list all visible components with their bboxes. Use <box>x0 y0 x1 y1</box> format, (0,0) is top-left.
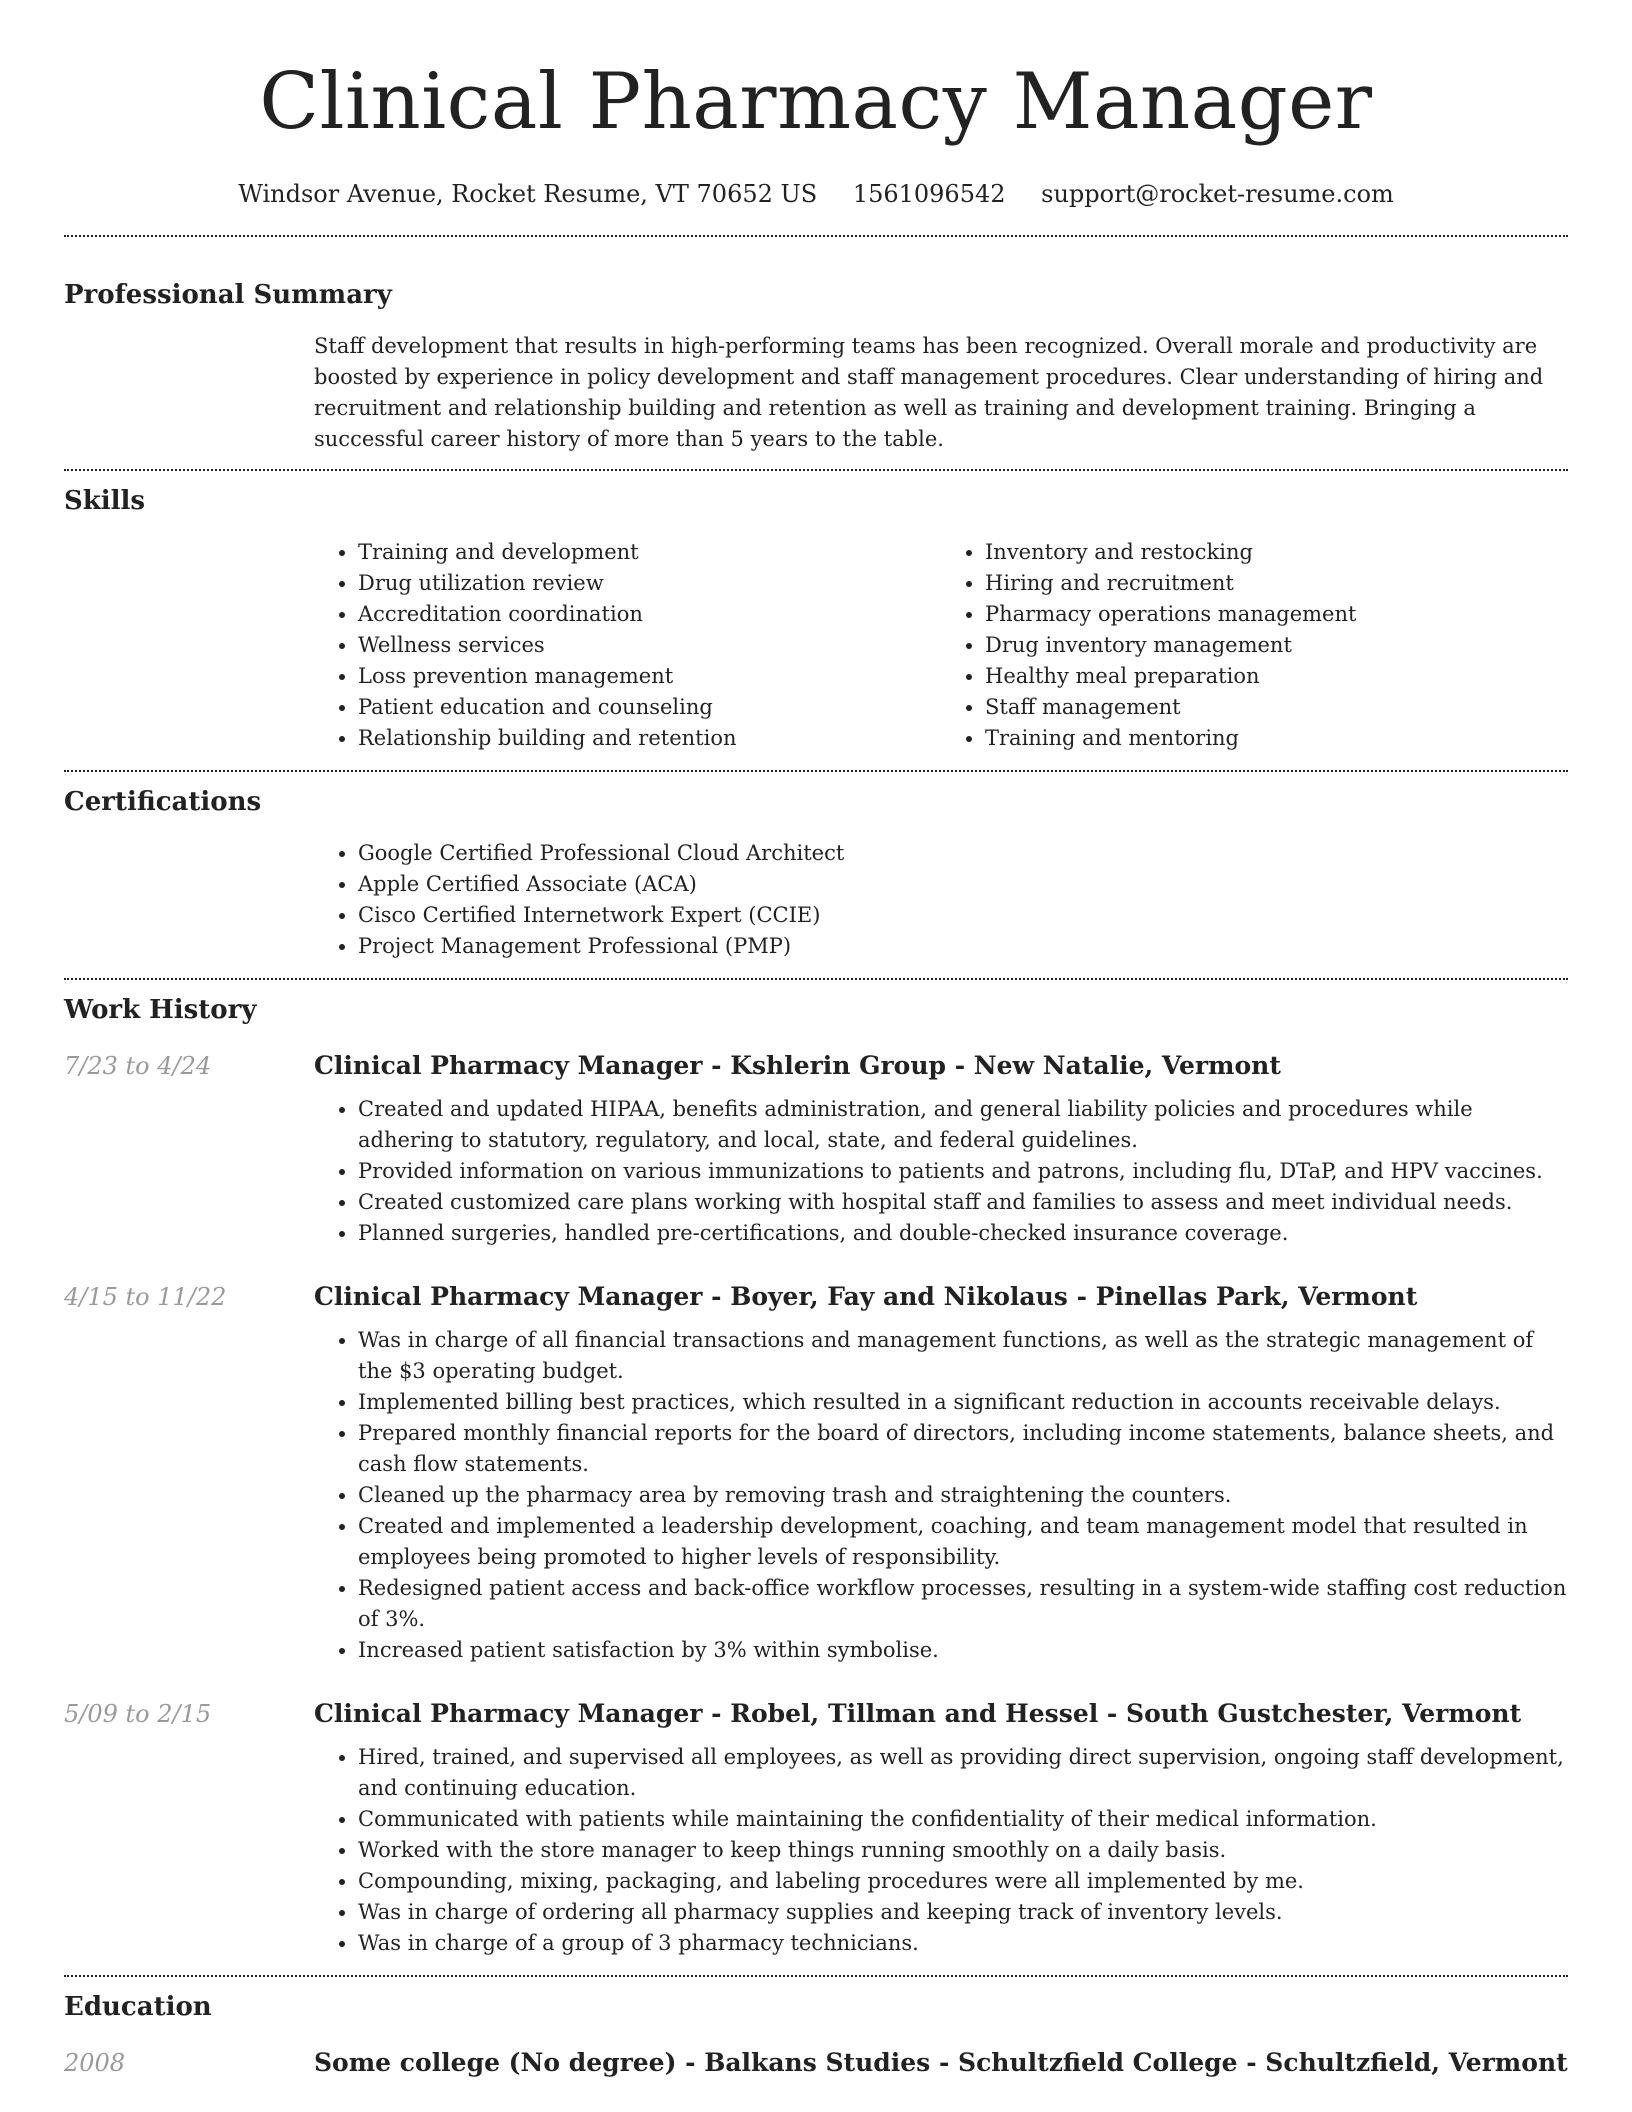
job-date: 5/09 to 2/15 <box>64 1700 212 1728</box>
skills-section <box>64 483 1568 754</box>
resume-page <box>64 0 1568 2091</box>
divider <box>64 978 1568 980</box>
contact-email[interactable]: support@rocket-resume.com <box>1041 180 1394 208</box>
skill-item: • Patient education and counseling <box>358 692 941 723</box>
job-bullets <box>314 1094 1568 1249</box>
job-bullet: • Planned surgeries, handled pre-certifications, and double-checked insurance coverage. <box>358 1218 1568 1249</box>
section-title-work-history: Work History <box>64 995 257 1025</box>
candidate-name: Clinical Pharmacy Manager <box>259 57 1373 147</box>
job-date: 4/15 to 11/22 <box>64 1283 227 1311</box>
skill-item: • Relationship building and retention <box>358 723 941 754</box>
skill-item: • Loss prevention management <box>358 661 941 692</box>
job-bullet: • Redesigned patient access and back-office workflow processes, resulting in a system-wide staffing cost reduction of 3%. <box>358 1573 1568 1635</box>
education-title: Some college (No degree) - Balkans Studies - Schultzfield College - Schultzfield, Vermont <box>314 2048 1568 2077</box>
divider <box>64 770 1568 772</box>
job-bullet: • Worked with the store manager to keep things running smoothly on a daily basis. <box>358 1835 1568 1866</box>
job-bullet: • Was in charge of ordering all pharmacy supplies and keeping track of inventory levels. <box>358 1897 1568 1928</box>
summary-section <box>64 277 1568 455</box>
skill-item: • Healthy meal preparation <box>985 661 1568 692</box>
job-bullet: • Cleaned up the pharmacy area by removing trash and straightening the counters. <box>358 1480 1568 1511</box>
contact-address: Windsor Avenue, Rocket Resume, VT 70652 US <box>238 180 818 208</box>
skill-item: • Hiring and recruitment <box>985 568 1568 599</box>
skill-item: • Staff management <box>985 692 1568 723</box>
job-bullet: • Created customized care plans working with hospital staff and families to assess and meet individual needs. <box>358 1187 1568 1218</box>
section-title-skills: Skills <box>64 486 146 516</box>
job-title: Clinical Pharmacy Manager - Robel, Tillman and Hessel - South Gustchester, Vermont <box>314 1699 1522 1728</box>
job-bullet: • Was in charge of a group of 3 pharmacy technicians. <box>358 1928 1568 1959</box>
job-date: 7/23 to 4/24 <box>64 1052 212 1080</box>
skill-item: • Training and development <box>358 537 941 568</box>
job-bullet: • Provided information on various immunizations to patients and patrons, including flu, DTaP, and HPV vaccines. <box>358 1156 1568 1187</box>
skill-item: • Drug inventory management <box>985 630 1568 661</box>
skill-item: • Training and mentoring <box>985 723 1568 754</box>
job-bullets <box>314 1325 1568 1666</box>
certification-item: • Cisco Certified Internetwork Expert (CCIE) <box>358 900 1568 931</box>
certifications-list <box>314 838 1568 962</box>
certification-item: • Apple Certified Associate (ACA) <box>358 869 1568 900</box>
job-bullets <box>314 1742 1568 1959</box>
job-bullet: • Prepared monthly financial reports for the board of directors, including income statements, balance sheets, and cash flow statements. <box>358 1418 1568 1480</box>
skill-item: • Drug utilization review <box>358 568 941 599</box>
job-bullet: • Increased patient satisfaction by 3% within symbolise. <box>358 1635 1568 1666</box>
education-entry <box>64 2045 1568 2091</box>
job-entry <box>64 1696 1568 1959</box>
divider <box>64 469 1568 471</box>
skill-item: • Pharmacy operations management <box>985 599 1568 630</box>
summary-text: Staff development that results in high-performing teams has been recognized. Overall morale and productivity are boosted by experience in policy development and staff management procedures. Clear understanding of hiring and recruitment and relationship building and retention as well as training and development training. Bringing a successful career history of more than 5 years to the table. <box>314 334 1544 451</box>
certification-item: • Google Certified Professional Cloud Architect <box>358 838 1568 869</box>
skill-item: • Wellness services <box>358 630 941 661</box>
certifications-section <box>64 784 1568 962</box>
divider <box>64 1975 1568 1977</box>
job-bullet: • Communicated with patients while maintaining the confidentiality of their medical information. <box>358 1804 1568 1835</box>
skills-list-left <box>314 537 941 754</box>
section-title-education: Education <box>64 1992 212 2022</box>
job-bullet: • Hired, trained, and supervised all employees, as well as providing direct supervision, ongoing staff development, and continuing education. <box>358 1742 1568 1804</box>
job-entry <box>64 1279 1568 1666</box>
skills-list-right <box>941 537 1568 754</box>
job-bullet: • Implemented billing best practices, which resulted in a significant reduction in accounts receivable delays. <box>358 1387 1568 1418</box>
work-history-section <box>64 992 1568 1959</box>
job-entry <box>64 1048 1568 1249</box>
job-bullet: • Created and updated HIPAA, benefits administration, and general liability policies and procedures while adhering to statutory, regulatory, and local, state, and federal guidelines. <box>358 1094 1568 1156</box>
skill-item: • Accreditation coordination <box>358 599 941 630</box>
section-title-certifications: Certifications <box>64 787 262 817</box>
certification-item: • Project Management Professional (PMP) <box>358 931 1568 962</box>
education-date: 2008 <box>64 2049 126 2077</box>
job-bullet: • Compounding, mixing, packaging, and labeling procedures were all implemented by me. <box>358 1866 1568 1897</box>
education-section <box>64 1989 1568 2091</box>
skill-item: • Inventory and restocking <box>985 537 1568 568</box>
job-bullet: • Created and implemented a leadership development, coaching, and team management model that resulted in employees being promoted to higher levels of responsibility. <box>358 1511 1568 1573</box>
job-title: Clinical Pharmacy Manager - Boyer, Fay and Nikolaus - Pinellas Park, Vermont <box>314 1282 1418 1311</box>
section-title-summary: Professional Summary <box>64 280 392 310</box>
job-bullet: • Was in charge of all financial transactions and management functions, as well as the strategic management of the $3 operating budget. <box>358 1325 1568 1387</box>
divider <box>64 235 1568 237</box>
job-title: Clinical Pharmacy Manager - Kshlerin Group - New Natalie, Vermont <box>314 1051 1281 1080</box>
contact-line <box>64 176 1568 212</box>
contact-phone: 1561096542 <box>852 180 1006 208</box>
